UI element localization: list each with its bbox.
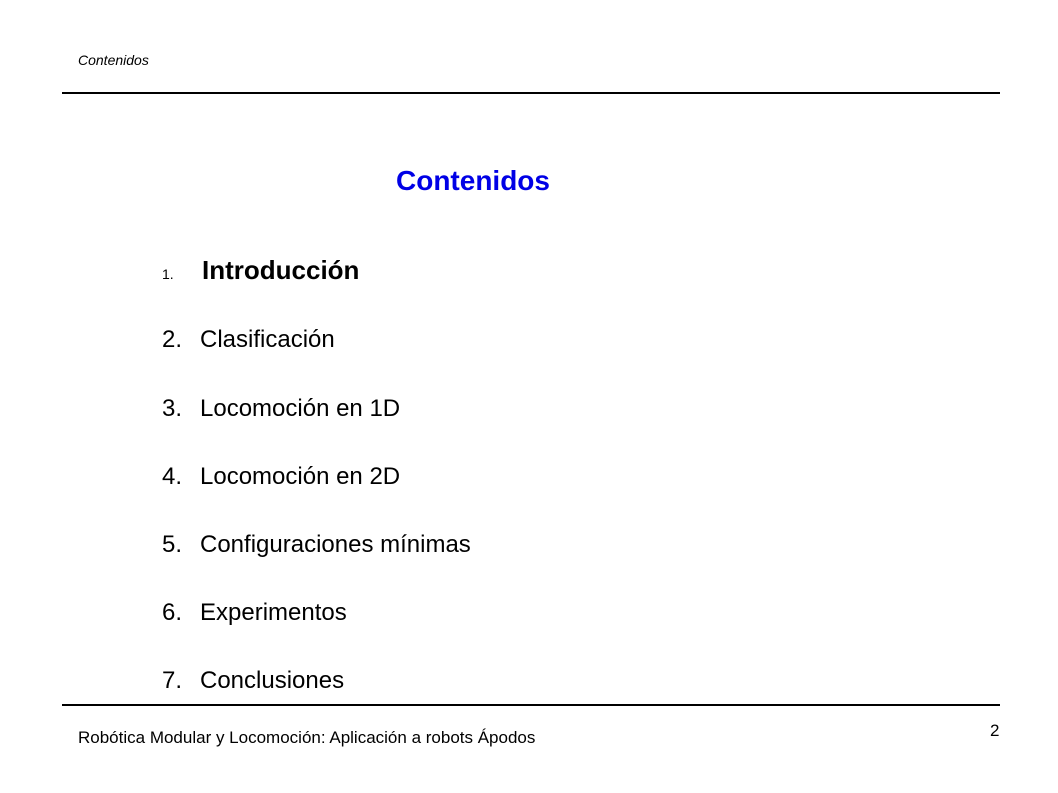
toc-item-number: 7. — [162, 667, 183, 694]
toc-item-configuraciones-minimas — [162, 531, 471, 559]
toc-item-number: 2. — [162, 326, 183, 353]
toc-item-number: 6. — [162, 599, 183, 626]
toc-item-locomocion-2d — [162, 463, 400, 491]
toc-item-introduccion — [162, 255, 359, 286]
toc-item-label: Introducción — [202, 255, 360, 285]
toc-item-label: Locomoción en 1D — [200, 395, 401, 422]
toc-item-label: Experimentos — [200, 599, 347, 626]
header-divider — [62, 92, 1000, 94]
toc-item-number: 5. — [162, 531, 183, 558]
slide-title: Contenidos — [396, 165, 550, 196]
header-section-label: Contenidos — [78, 52, 149, 68]
toc-item-experimentos — [162, 599, 347, 627]
toc-item-label: Conclusiones — [200, 667, 345, 694]
toc-item-clasificacion — [162, 326, 335, 354]
toc-item-number: 4. — [162, 463, 183, 490]
toc-item-label: Locomoción en 2D — [200, 463, 401, 490]
toc-item-locomocion-1d — [162, 395, 400, 423]
page-number: 2 — [990, 721, 1000, 740]
toc-item-label: Clasificación — [200, 326, 335, 353]
footer-title: Robótica Modular y Locomoción: Aplicación a robots Ápodos — [78, 728, 536, 747]
toc-item-label: Configuraciones mínimas — [200, 531, 471, 558]
toc-item-number: 1. — [162, 266, 174, 282]
toc-item-conclusiones — [162, 667, 344, 695]
footer-divider — [62, 704, 1000, 706]
toc-item-number: 3. — [162, 395, 183, 422]
